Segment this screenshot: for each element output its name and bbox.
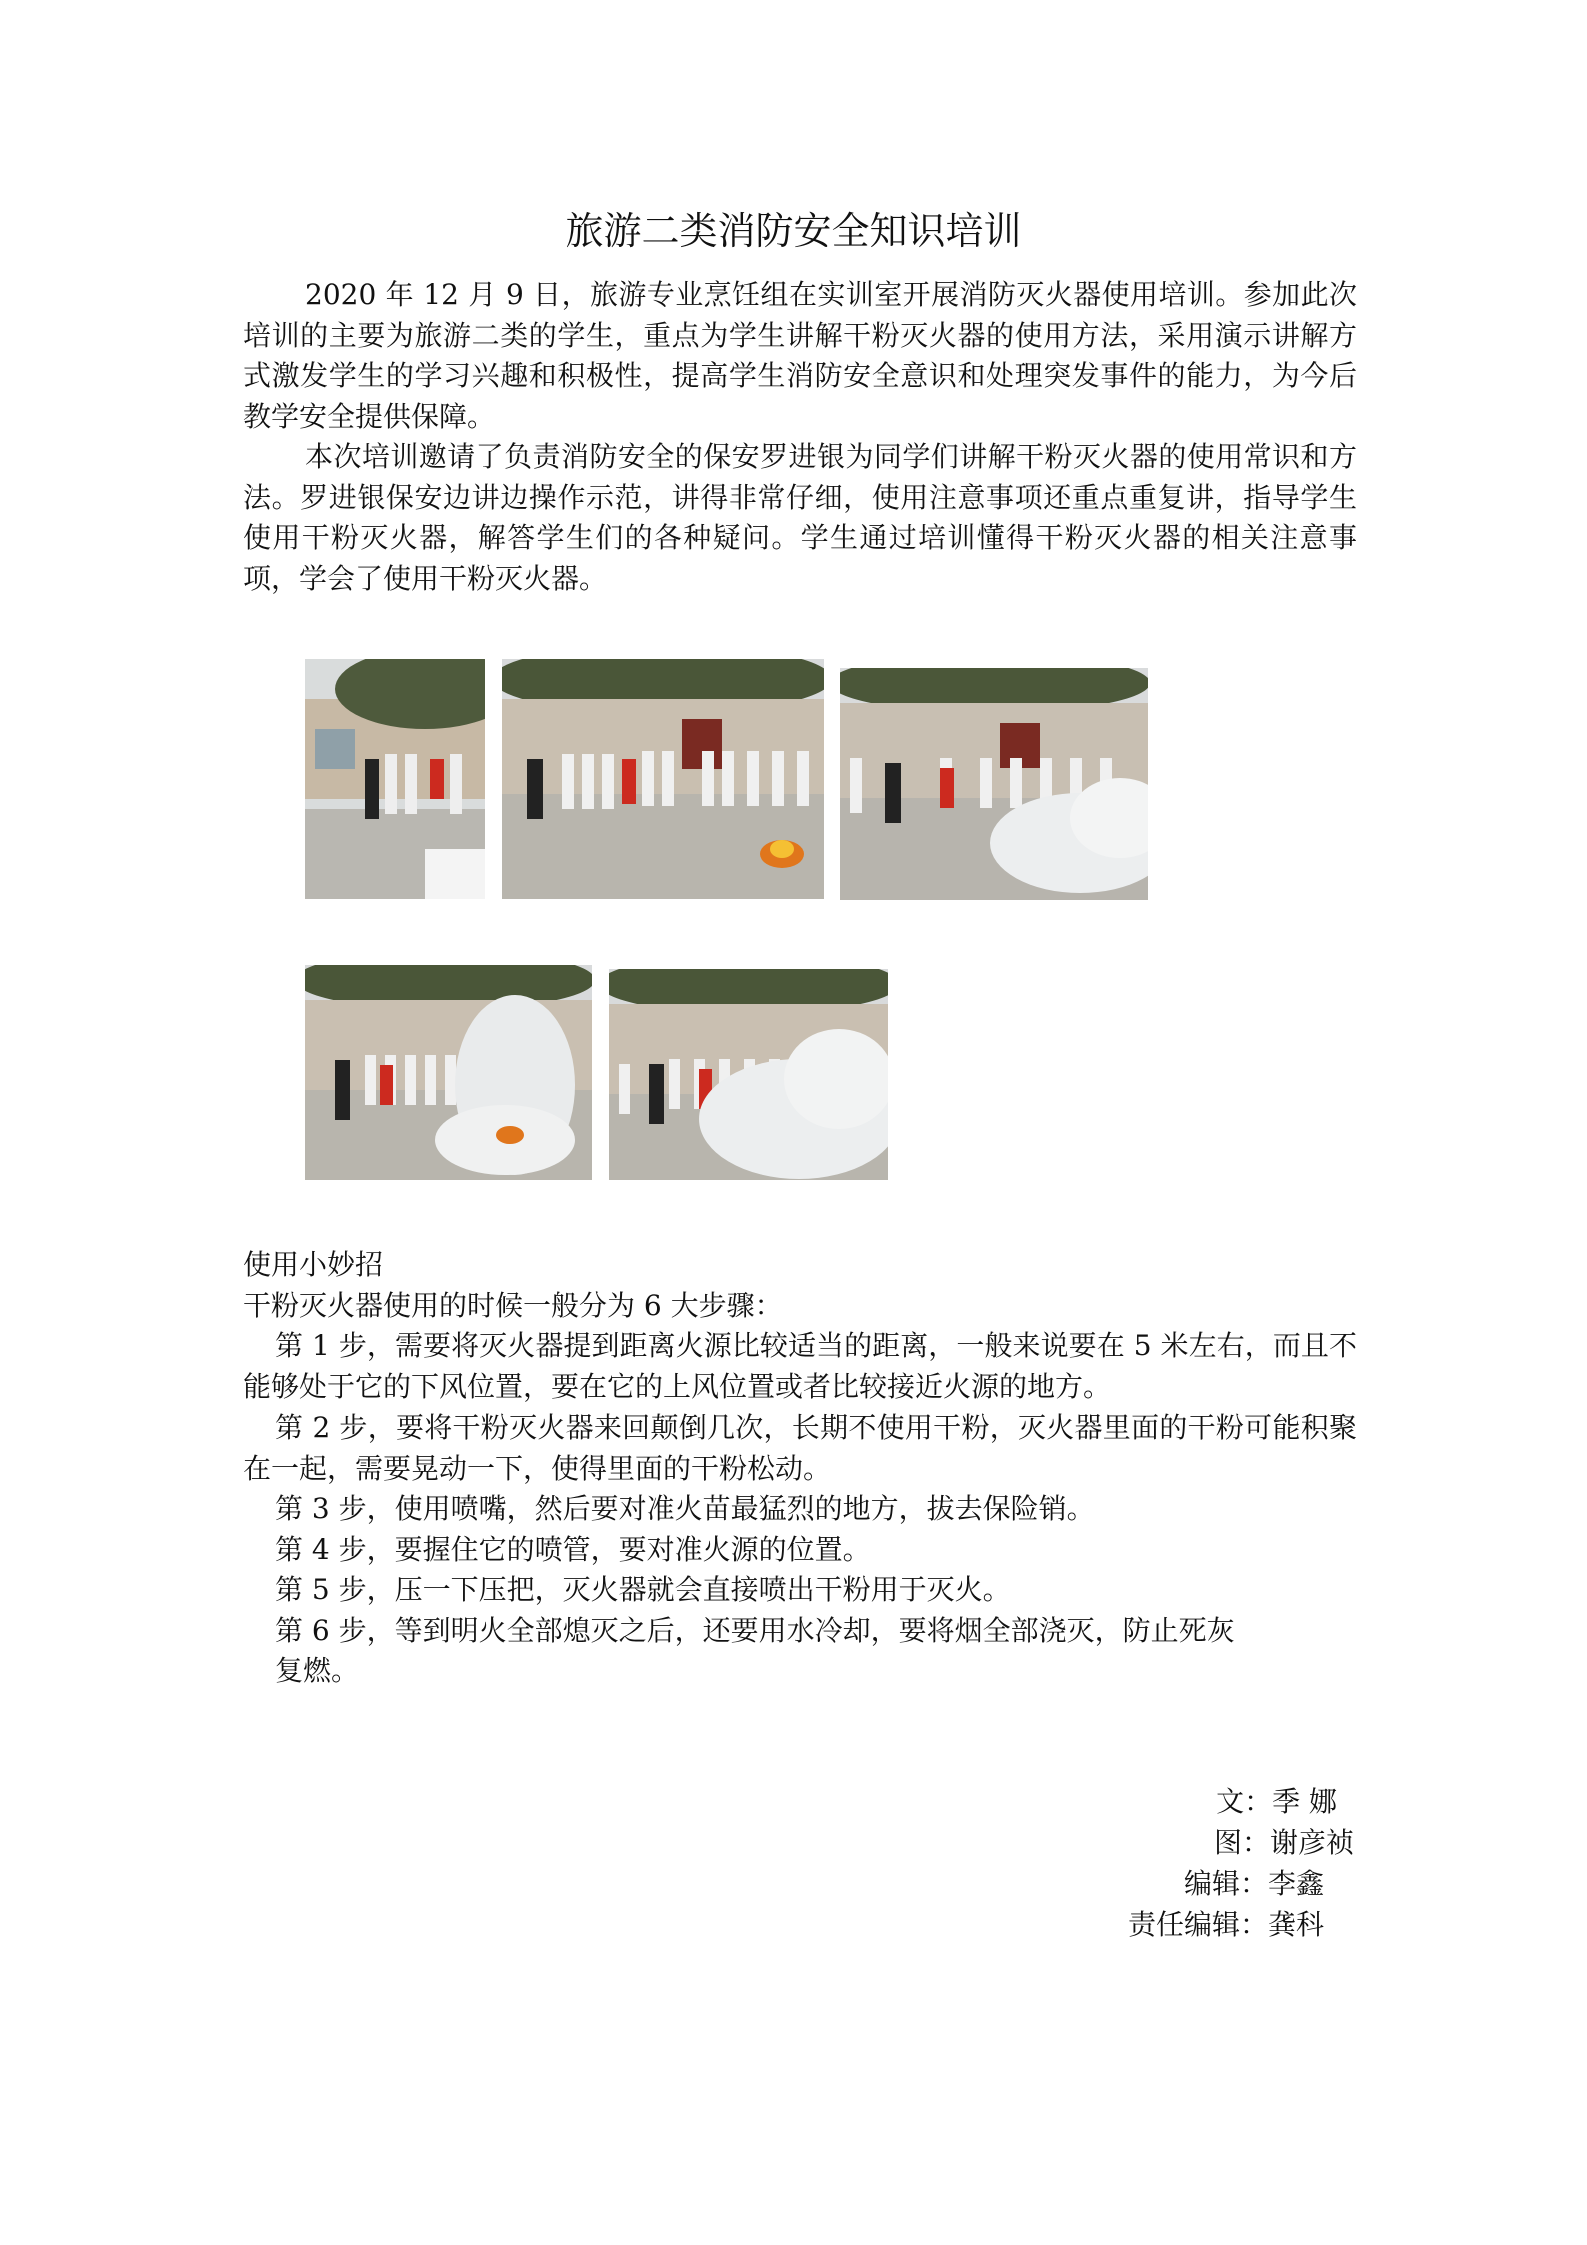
training-photo-5 <box>609 969 888 1180</box>
paragraph-intro: 2020 年 12 月 9 日，旅游专业烹饪组在实训室开展消防灭火器使用培训。参加此次培训的主要为旅游二类的学生，重点为学生讲解干粉灭火器的使用方法，采用演示讲解方式激发学生的学习兴趣和积极性，提高学生消防安全意识和处理突发事件的能力，为今后教学安全提供保障。 <box>243 278 1357 433</box>
step-6-continued: 复燃。 <box>275 1654 360 1687</box>
credit-editor: 编辑：李鑫 <box>1183 1867 1324 1900</box>
tips-heading: 使用小妙招 <box>243 1248 384 1281</box>
training-photo-3 <box>840 668 1148 900</box>
step-5: 第 5 步，压一下压把，灭火器就会直接喷出干粉用于灭火。 <box>275 1573 1011 1606</box>
step-1: 第 1 步，需要将灭火器提到距离火源比较适当的距离，一般来说要在 5 米左右，而且不能够处于它的下风位置，要在它的上风位置或者比较接近火源的地方。 <box>243 1329 1357 1403</box>
training-photo-1 <box>305 659 485 899</box>
training-photo-2 <box>502 659 824 899</box>
paragraph-training: 本次培训邀请了负责消防安全的保安罗进银为同学们讲解干粉灭火器的使用常识和方法。罗进银保安边讲边操作示范，讲得非常仔细，使用注意事项还重点重复讲，指导学生使用干粉灭火器，解答学生们的各种疑问。学生通过培训懂得干粉灭火器的相关注意事项，学会了使用干粉灭火器。 <box>243 440 1357 595</box>
step-4: 第 4 步，要握住它的喷管，要对准火源的位置。 <box>275 1533 871 1566</box>
credit-photo: 图：谢彦祯 <box>1213 1826 1354 1859</box>
step-2: 第 2 步，要将干粉灭火器来回颠倒几次，长期不使用干粉，灭火器里面的干粉可能积聚在一起，需要晃动一下，使得里面的干粉松动。 <box>243 1411 1357 1485</box>
training-photo-4 <box>305 965 592 1180</box>
tips-intro: 干粉灭火器使用的时候一般分为 6 大步骤： <box>243 1289 783 1322</box>
article-title: 旅游二类消防安全知识培训 <box>565 209 1022 253</box>
credit-chief-editor: 责任编辑：龚科 <box>1127 1908 1324 1941</box>
step-6: 第 6 步，等到明火全部熄灭之后，还要用水冷却，要将烟全部浇灭，防止死灰 <box>275 1614 1235 1647</box>
step-3: 第 3 步，使用喷嘴，然后要对准火苗最猛烈的地方，拔去保险销。 <box>275 1492 1095 1525</box>
credit-text: 文：季 娜 <box>1216 1785 1337 1818</box>
